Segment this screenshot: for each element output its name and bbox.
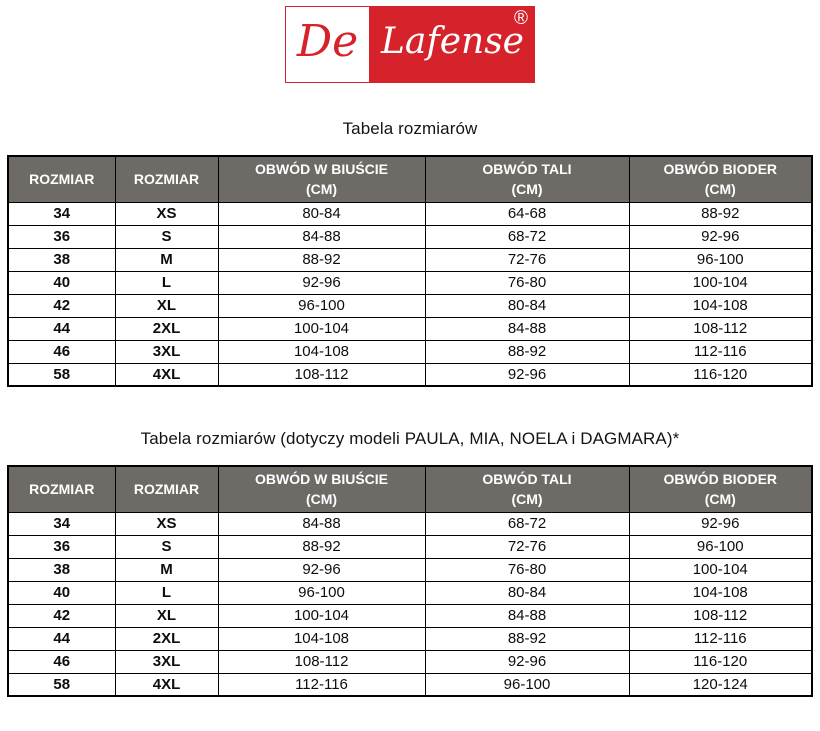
- size-cell: 40: [8, 271, 115, 294]
- column-header: ROZMIAR: [8, 466, 115, 512]
- logo-text-de: De: [296, 15, 359, 67]
- table-row: [8, 558, 812, 581]
- size-cell: L: [115, 581, 218, 604]
- measurement-cell: 80-84: [425, 294, 629, 317]
- measurement-cell: 80-84: [218, 202, 425, 225]
- measurement-cell: 88-92: [218, 535, 425, 558]
- measurement-cell: 84-88: [218, 512, 425, 535]
- measurement-cell: 96-100: [218, 581, 425, 604]
- measurement-cell: 88-92: [218, 248, 425, 271]
- measurement-cell: 112-116: [629, 340, 812, 363]
- brand-logo: [0, 0, 820, 83]
- logo-left-panel: [285, 6, 370, 83]
- column-header: OBWÓD BIODER (CM): [629, 156, 812, 202]
- size-cell: 34: [8, 512, 115, 535]
- measurement-cell: 108-112: [218, 650, 425, 673]
- column-header: OBWÓD W BIUŚCIE (CM): [218, 466, 425, 512]
- table-row: [8, 202, 812, 225]
- measurement-cell: 72-76: [425, 535, 629, 558]
- table-row: [8, 581, 812, 604]
- table-row: [8, 512, 812, 535]
- measurement-cell: 84-88: [425, 317, 629, 340]
- registered-trademark-icon: ®: [514, 8, 528, 29]
- table-row: [8, 271, 812, 294]
- size-table-standard: [7, 155, 813, 387]
- size-cell: 3XL: [115, 340, 218, 363]
- logo-text-lafense: Lafense: [381, 20, 524, 62]
- size-table-special-models: [7, 465, 813, 697]
- measurement-cell: 80-84: [425, 581, 629, 604]
- table-row: [8, 248, 812, 271]
- column-header: ROZMIAR: [8, 156, 115, 202]
- measurement-cell: 68-72: [425, 225, 629, 248]
- size-cell: 44: [8, 627, 115, 650]
- size-cell: 58: [8, 363, 115, 386]
- measurement-cell: 88-92: [425, 340, 629, 363]
- size-cell: L: [115, 271, 218, 294]
- measurement-cell: 88-92: [425, 627, 629, 650]
- size-cell: 38: [8, 248, 115, 271]
- size-cell: 40: [8, 581, 115, 604]
- measurement-cell: 76-80: [425, 558, 629, 581]
- column-header: OBWÓD TALI (CM): [425, 466, 629, 512]
- measurement-cell: 92-96: [218, 558, 425, 581]
- table-row: [8, 535, 812, 558]
- measurement-cell: 92-96: [629, 225, 812, 248]
- measurement-cell: 92-96: [425, 363, 629, 386]
- size-cell: 44: [8, 317, 115, 340]
- size-cell: 36: [8, 535, 115, 558]
- column-header: OBWÓD TALI (CM): [425, 156, 629, 202]
- measurement-cell: 108-112: [629, 604, 812, 627]
- size-cell: 42: [8, 604, 115, 627]
- measurement-cell: 96-100: [425, 673, 629, 696]
- measurement-cell: 72-76: [425, 248, 629, 271]
- table-row: [8, 340, 812, 363]
- measurement-cell: 96-100: [629, 248, 812, 271]
- measurement-cell: 116-120: [629, 363, 812, 386]
- measurement-cell: 104-108: [218, 340, 425, 363]
- size-cell: M: [115, 558, 218, 581]
- measurement-cell: 108-112: [629, 317, 812, 340]
- table-row: [8, 650, 812, 673]
- measurement-cell: 64-68: [425, 202, 629, 225]
- size-cell: 38: [8, 558, 115, 581]
- table-row: [8, 604, 812, 627]
- measurement-cell: 116-120: [629, 650, 812, 673]
- table-row: [8, 294, 812, 317]
- size-chart-title-special-models: Tabela rozmiarów (dotyczy modeli PAULA, MIA, NOELA i DAGMARA)*: [140, 429, 680, 449]
- column-header: ROZMIAR: [115, 156, 218, 202]
- measurement-cell: 96-100: [629, 535, 812, 558]
- size-cell: 42: [8, 294, 115, 317]
- measurement-cell: 104-108: [629, 294, 812, 317]
- size-cell: M: [115, 248, 218, 271]
- size-cell: 34: [8, 202, 115, 225]
- table-row: [8, 673, 812, 696]
- size-cell: 2XL: [115, 627, 218, 650]
- measurement-cell: 76-80: [425, 271, 629, 294]
- logo-right-panel: [370, 6, 535, 83]
- measurement-cell: 104-108: [218, 627, 425, 650]
- size-cell: 2XL: [115, 317, 218, 340]
- measurement-cell: 96-100: [218, 294, 425, 317]
- size-cell: S: [115, 535, 218, 558]
- measurement-cell: 88-92: [629, 202, 812, 225]
- size-cell: 4XL: [115, 363, 218, 386]
- size-cell: 58: [8, 673, 115, 696]
- size-cell: XL: [115, 604, 218, 627]
- measurement-cell: 100-104: [218, 604, 425, 627]
- table-row: [8, 225, 812, 248]
- measurement-cell: 112-116: [629, 627, 812, 650]
- size-cell: 4XL: [115, 673, 218, 696]
- brand-logo-box: [285, 6, 535, 83]
- measurement-cell: 92-96: [629, 512, 812, 535]
- measurement-cell: 120-124: [629, 673, 812, 696]
- header-row: [8, 466, 812, 512]
- measurement-cell: 100-104: [629, 271, 812, 294]
- column-header: OBWÓD W BIUŚCIE (CM): [218, 156, 425, 202]
- size-cell: XL: [115, 294, 218, 317]
- measurement-cell: 84-88: [425, 604, 629, 627]
- size-cell: XS: [115, 202, 218, 225]
- size-cell: S: [115, 225, 218, 248]
- measurement-cell: 92-96: [218, 271, 425, 294]
- header-row: [8, 156, 812, 202]
- column-header: OBWÓD BIODER (CM): [629, 466, 812, 512]
- size-chart-title: Tabela rozmiarów: [342, 119, 478, 138]
- measurement-cell: 68-72: [425, 512, 629, 535]
- measurement-cell: 112-116: [218, 673, 425, 696]
- size-cell: 3XL: [115, 650, 218, 673]
- size-cell: 36: [8, 225, 115, 248]
- measurement-cell: 100-104: [629, 558, 812, 581]
- table-row: [8, 317, 812, 340]
- measurement-cell: 92-96: [425, 650, 629, 673]
- size-cell: XS: [115, 512, 218, 535]
- table-row: [8, 627, 812, 650]
- column-header: ROZMIAR: [115, 466, 218, 512]
- measurement-cell: 104-108: [629, 581, 812, 604]
- measurement-cell: 108-112: [218, 363, 425, 386]
- measurement-cell: 84-88: [218, 225, 425, 248]
- size-cell: 46: [8, 650, 115, 673]
- table-row: [8, 363, 812, 386]
- measurement-cell: 100-104: [218, 317, 425, 340]
- size-cell: 46: [8, 340, 115, 363]
